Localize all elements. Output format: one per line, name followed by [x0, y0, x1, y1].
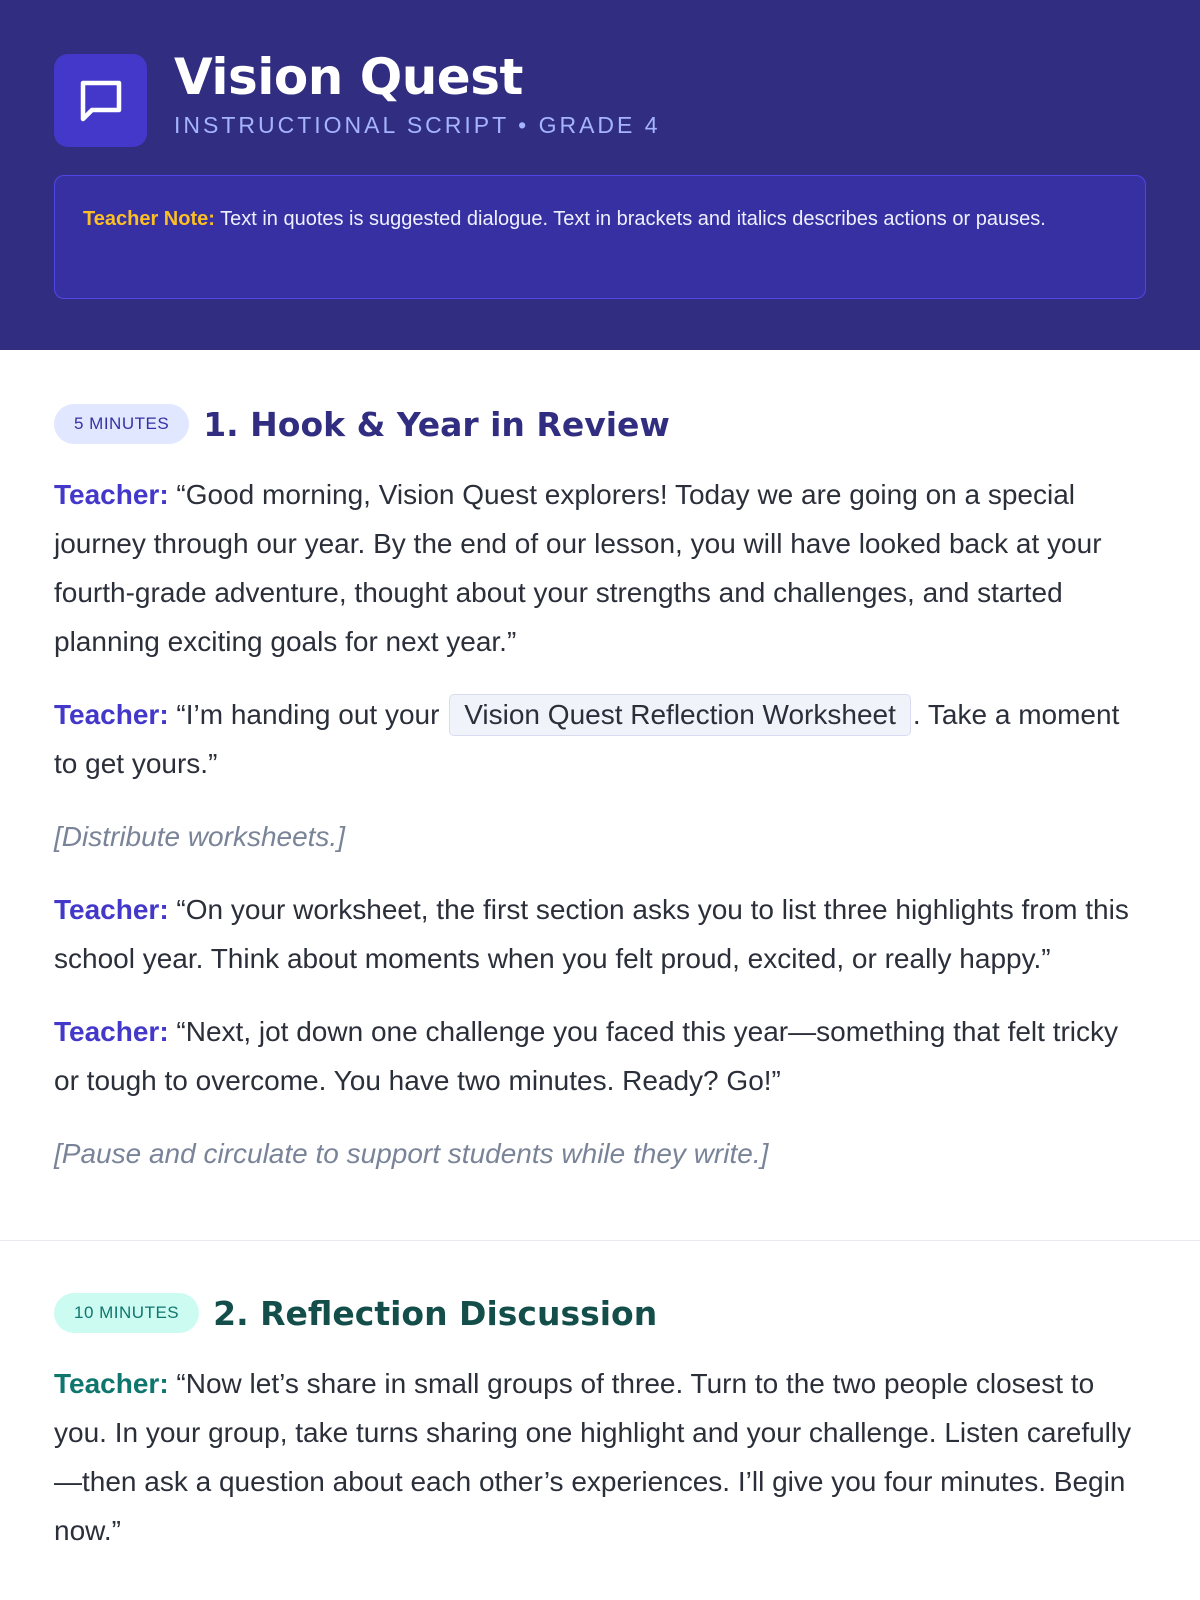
page-header [0, 0, 1200, 350]
dialogue-line [54, 690, 1146, 788]
section-title: 1. Hook & Year in Review [203, 404, 670, 444]
stage-direction: [Distribute worksheets.] [54, 821, 345, 852]
dialogue-text: “Good morning, Vision Quest explorers! Today we are going on a special journey through our year. By the end of our lesson, you will have looked back at your fourth-grade adventure, thought about your strengths and challenges, and started planning exciting goals for next year.” [54, 479, 1102, 657]
brand-text [174, 48, 661, 139]
chat-bubble-icon [74, 74, 128, 128]
teacher-note [54, 175, 1146, 299]
speaker-label: Teacher: [54, 1016, 169, 1047]
dialogue-line [54, 470, 1146, 666]
dialogue-text: “I’m handing out your [176, 699, 440, 730]
dialogue-line [54, 885, 1146, 983]
teacher-note-label: Teacher Note: [83, 208, 215, 230]
logo [54, 54, 147, 147]
section-heading [54, 1293, 1146, 1333]
brand [54, 48, 1146, 147]
section-hook [0, 350, 1200, 1240]
section-reflection [0, 1241, 1200, 1555]
teacher-note-text: Text in quotes is suggested dialogue. Text in brackets and italics describes actions or pauses. [220, 208, 1046, 230]
dialogue-text: . Take a moment to get yours.” [54, 699, 1120, 779]
dialogue-text: “Now let’s share in small groups of three. Turn to the two people closest to you. In your group, take turns sharing one highlight and your challenge. Listen carefully—then ask a question about each other’s experiences. I’ll give you four minutes. Begin now.” [54, 1368, 1132, 1546]
section-title: 2. Reflection Discussion [213, 1293, 658, 1333]
speaker-label: Teacher: [54, 699, 169, 730]
duration-badge: 5 MINUTES [54, 404, 189, 444]
page-title: Vision Quest [174, 48, 523, 106]
dialogue-text: “On your worksheet, the first section asks you to list three highlights from this school year. Think about moments when you felt proud, excited, or really happy.” [54, 894, 1129, 974]
dialogue-text: “Next, jot down one challenge you faced this year—something that felt tricky or tough to overcome. You have two minutes. Ready? Go!” [54, 1016, 1119, 1096]
dialogue-line [54, 1007, 1146, 1105]
worksheet-reference: Vision Quest Reflection Worksheet [449, 694, 911, 736]
speaker-label: Teacher: [54, 479, 169, 510]
section-heading [54, 404, 1146, 444]
duration-badge: 10 MINUTES [54, 1293, 199, 1333]
dialogue-line [54, 1359, 1146, 1555]
speaker-label: Teacher: [54, 1368, 169, 1399]
speaker-label: Teacher: [54, 894, 169, 925]
stage-direction: [Pause and circulate to support students while they write.] [54, 1138, 769, 1169]
page-subtitle: INSTRUCTIONAL SCRIPT • GRADE 4 [174, 112, 661, 138]
